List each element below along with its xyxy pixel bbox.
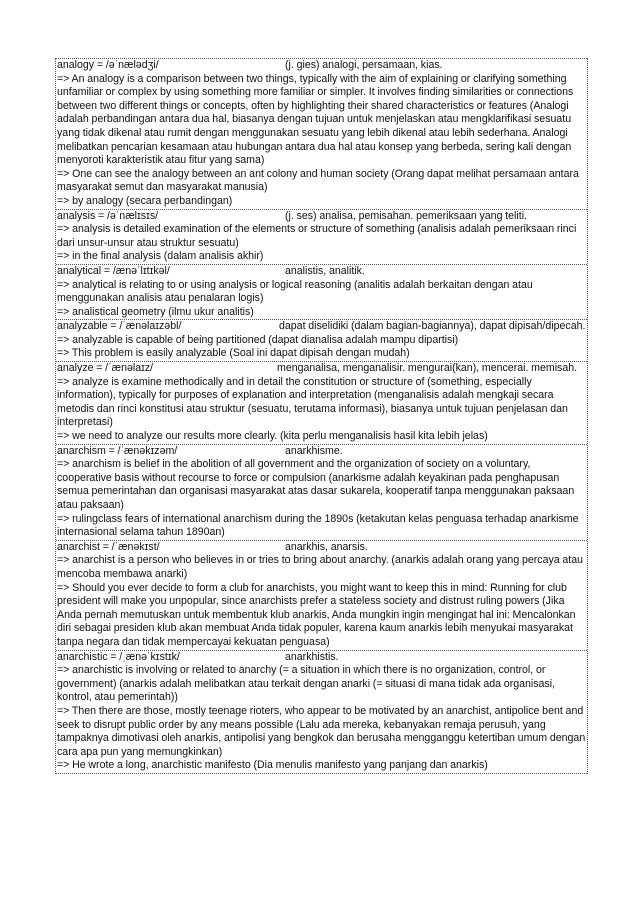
- entry-heading: [56, 265, 587, 279]
- dictionary-entry: [56, 319, 587, 361]
- entry-text-line: => we need to analyze our results more clearly. (kita perlu menganalisis hasil kita lebih jelas): [57, 430, 488, 443]
- entry-heading: [56, 445, 587, 459]
- entry-text-line: => anarchist is a person who believes in or tries to bring about anarchy. (anarkis adalah orang yang percaya atau mencoba membawa anarki): [57, 554, 584, 580]
- entry-heading: [56, 59, 587, 73]
- entry-text-line: => by analogy (secara perbandingan): [57, 194, 233, 207]
- entry-text-line: => in the final analysis (dalam analisis akhir): [57, 250, 264, 263]
- entry-heading: [56, 541, 587, 555]
- entry-text-line: => He wrote a long, anarchistic manifesto (Dia menulis manifesto yang panjang dan anarkis): [57, 759, 488, 772]
- entry-text-line: => anarchistic is involving or related to anarchy (= a situation in which there is no organization, control, or government) (anarkis adalah melibatkan atau terkait dengan anarki (= situasi di mana tidak ada organisasi, kontrol, atau pemerintah)): [57, 664, 556, 704]
- dictionary-entry: [56, 444, 587, 540]
- translation: menganalisa, menganalisir. mengurai(kan), mencerai. memisah.: [277, 362, 578, 375]
- entry-text-line: => analyze is examine methodically and in detail the constitution or structure of (something, especially information), typically for purposes of explanation and interpretation (menganalisis adalah mengkaji secara metodis dan rinci konstitusi atau struktur (sesuatu, terutama informasi), biasanya untuk tujuan penjelasan dan interpretasi): [57, 375, 568, 429]
- entry-heading: [56, 362, 587, 376]
- translation: (j. gies) analogi, persamaan, kias.: [285, 59, 443, 71]
- entry-text-line: => This problem is easily analyzable (Soal ini dapat dipisah dengan mudah): [57, 347, 410, 360]
- entry-text-line: => One can see the analogy between an ant colony and human society (Orang dapat melihat persamaan antara masyarakat semut dan masyarakat manusia): [57, 167, 579, 194]
- dictionary-entry: [56, 264, 587, 319]
- entry-text-line: => analytical is relating to or using analysis or logical reasoning (analitis adalah berkaitan dengan atau menggunakan analisis atau penalaran logis): [57, 278, 533, 305]
- entry-text-line: => An analogy is a comparison between two things, typically with the aim of explaining or clarifying something unfamiliar or complex by using something more familiar or simpler. It involves finding similarities or connections between two different things or concepts, often by highlighting their shared characteristics or features (Analogi adalah perbandingan antara dua hal, biasanya dengan tujuan untuk menjelaskan atau mengklarifikasi sesuatu yang tidak dikenal atau rumit dengan menggunakan sesuatu yang lebih dikenal atau lebih sederhana. Analogi melibatkan pencarian kesamaan atau hubungan antara dua hal atau konsep yang berbeda, sering kali dengan menyoroti karakteristik atau fitur yang sama): [57, 72, 574, 167]
- dictionary-entry: [56, 650, 587, 774]
- translation: anarkhistis.: [285, 650, 339, 663]
- entry-text-line: => Then there are those, mostly teenage rioters, who appear to be motivated by an anarchist, antipolice bent and seek to disrupt public order by any means possible (Lalu ada mereka, kebanyakan remaja perusuh, yang tampaknya dimotivasi oleh anarkis, antipolisi yang bengkok dan berusaha mengganggu ketertiban umum dengan cara apa pun yang memungkinkan): [57, 704, 586, 758]
- translation: analistis, analitik.: [285, 264, 365, 277]
- headword: analyze = /ˈænəlaɪz/: [57, 362, 154, 375]
- translation: anarkhisme.: [285, 444, 343, 457]
- headword: anarchist = /ˈænəkɪst/: [57, 540, 160, 553]
- entry-heading: [56, 210, 587, 224]
- headword: analytical = /ænəˈlɪtɪkəl/: [57, 264, 170, 277]
- entry-text-line: => analysis is detailed examination of the elements or structure of something (analisis adalah pemeriksaan rinci dari unsur-unsur atau struktur sesuatu): [57, 223, 577, 249]
- entry-text-line: => rulingclass fears of international anarchism during the 1890s (ketakutan kelas penguasa terhadap anarkisme internasional selama tahun 1890an): [57, 512, 579, 539]
- headword: analyzable = /ˈænəlaɪzəbl/: [57, 320, 182, 333]
- headword: analogy = /əˈnælədʒi/: [57, 59, 159, 71]
- entry-text-line: => Should you ever decide to form a club for anarchists, you might want to keep this in mind: Running for club president will make you unpopular, since anarchists prefer a stateless society and distrust ruling powers (Jika Anda pernah memutuskan untuk membentuk klub anarkis, Anda mungkin ingin mengingat hal ini: Mencalonkan diri sebagai presiden klub akan membuat Anda tidak populer, karena kaum anarkis lebih menyukai masyarakat tanpa negara dan tidak mempercayai kekuatan penguasa): [57, 581, 576, 648]
- headword: anarchism = /ˈænəkɪzəm/: [57, 444, 178, 457]
- entry-text-line: => anarchism is belief in the abolition of all government and the organization of society on a voluntary, cooperative basis without recourse to force or compulsion (anarkisme adalah keyakinan pada penghapusan semua pemerintahan dan organisasi masyarakat atas dasar sukarela, kooperatif tanpa menggunakan paksaan atau paksaan): [57, 458, 575, 511]
- dictionary-page: [55, 58, 588, 774]
- translation: anarkhis, anarsis.: [285, 540, 368, 553]
- translation: (j. ses) analisa, pemisahan. pemeriksaan yang teliti.: [285, 209, 527, 222]
- dictionary-entry: [56, 209, 587, 264]
- entry-text-line: => analistical geometry (ilmu ukur analitis): [57, 305, 254, 318]
- entry-heading: [56, 651, 587, 665]
- translation: dapat diselidiki (dalam bagian-bagiannya), dapat dipisah/dipecah.: [279, 320, 586, 333]
- dictionary-entry: [56, 361, 587, 444]
- entry-heading: [56, 320, 587, 334]
- headword: anarchistic = /ˌænəˈkɪstɪk/: [57, 650, 180, 663]
- entry-text-line: => analyzable is capable of being partitioned (dapat dianalisa adalah mampu dipartisi): [57, 333, 459, 346]
- dictionary-entry: [56, 540, 587, 650]
- dictionary-entry: [56, 58, 587, 209]
- headword: analysis = /əˈnælɪsɪs/: [57, 209, 159, 222]
